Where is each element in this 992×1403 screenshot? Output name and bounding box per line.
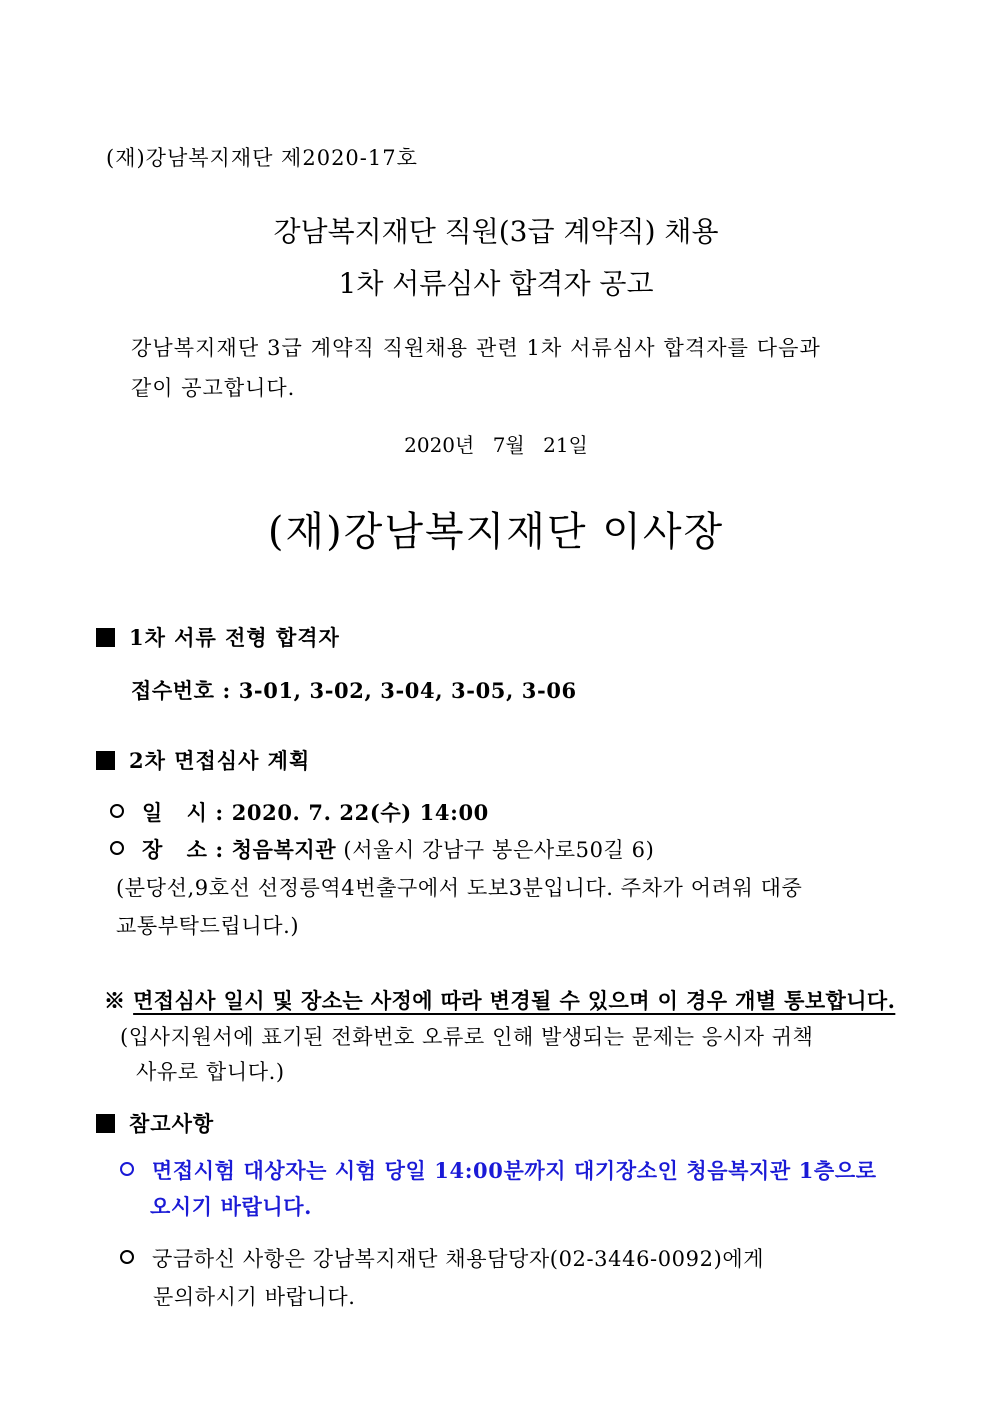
receipt-label: 접수번호 :: [131, 678, 239, 703]
note-item2-line2: 문의하시기 바랍니다.: [153, 1285, 356, 1309]
circle-bullet-icon: [110, 804, 124, 818]
square-bullet-icon: [96, 751, 115, 770]
square-bullet-icon: [96, 628, 115, 647]
note-item1-line1: [120, 1155, 877, 1185]
datetime-value: 2020. 7. 22(수) 14:00: [231, 800, 489, 825]
place-address: (서울시 강남구 봉은사로50길 6): [336, 838, 655, 862]
note-item1-text: 면접시험 대상자는 시험 당일 14:00분까지 대기장소인 청음복지관 1층으로: [152, 1158, 877, 1183]
notice-sub-line1: (입사지원서에 표기된 전화번호 오류로 인해 발생되는 문제는 응시자 귀책: [120, 1025, 814, 1049]
datetime-label: 일 시 :: [142, 800, 232, 825]
circle-bullet-icon: [120, 1250, 134, 1264]
document-number: (재)강남복지재단 제2020-17호: [106, 146, 418, 170]
issuer: (재)강남복지재단 이사장: [267, 509, 725, 555]
reference-mark: ※: [104, 988, 126, 1013]
receipt-numbers: [131, 675, 577, 705]
place-name: 청음복지관: [231, 837, 337, 862]
section-heading-label: 참고사항: [129, 1111, 215, 1136]
directions-line1: (분당선,9호선 선정릉역4번출구에서 도보3분입니다. 주차가 어려워 대중: [116, 876, 803, 900]
circle-bullet-icon: [110, 841, 124, 855]
place-label: 장 소 :: [142, 837, 232, 862]
intro-line2: 같이 공고합니다.: [131, 376, 296, 400]
directions-line2: 교통부탁드립니다.): [116, 914, 300, 938]
section-heading-interview: [96, 745, 310, 775]
announcement-date: 2020년 7월 21일: [404, 433, 588, 457]
section-heading-label: 2차 면접심사 계획: [129, 748, 311, 773]
change-notice-text: 면접심사 일시 및 장소는 사정에 따라 변경될 수 있으며 이 경우 개별 통보합니다.: [133, 988, 896, 1013]
note-item2-text: 궁금하신 사항은 강남복지재단 채용담당자(02-3446-0092)에게: [152, 1247, 765, 1271]
section-heading-label: 1차 서류 전형 합격자: [129, 625, 340, 650]
page-title-line2: 1차 서류심사 합격자 공고: [338, 267, 654, 300]
intro-line1: 강남복지재단 3급 계약직 직원채용 관련 1차 서류심사 합격자를 다음과: [131, 336, 821, 360]
notice-sub-line2: 사유로 합니다.): [136, 1060, 285, 1084]
change-notice: [104, 985, 895, 1015]
note-item1-line2: 오시기 바랍니다.: [150, 1194, 313, 1219]
note-item2-line1: [120, 1243, 764, 1273]
interview-datetime: [110, 797, 489, 827]
circle-bullet-icon: [120, 1162, 134, 1176]
square-bullet-icon: [96, 1114, 115, 1133]
receipt-values: 3-01, 3-02, 3-04, 3-05, 3-06: [238, 678, 577, 703]
section-heading-passers: [96, 622, 340, 652]
section-heading-notes: [96, 1108, 214, 1138]
page-title-line1: 강남복지재단 직원(3급 계약직) 채용: [273, 215, 719, 248]
interview-place: [110, 834, 654, 864]
